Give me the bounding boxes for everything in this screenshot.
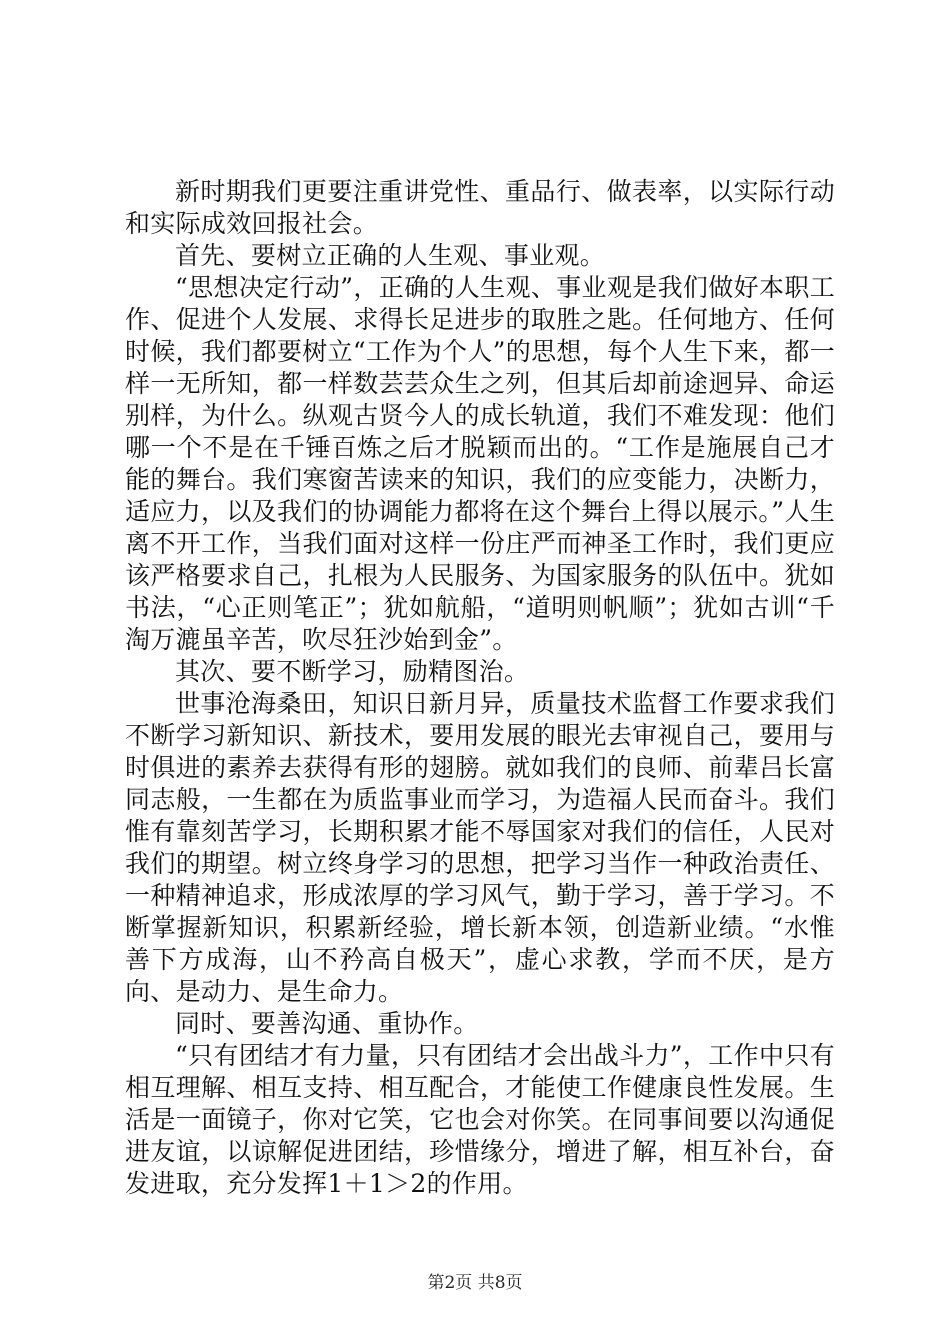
paragraph: 世事沧海桑田，知识日新月异，质量技术监督工作要求我们不断学习新知识、新技术，要用发展的眼光去审视自己，要用与时俱进的素养去获得有形的翅膀。就如我们的良师、前辈吕长富同志般，一生都在为质监事业而学习，为造福人民而奋斗。我们惟有靠刻苦学习，长期积累才能不辱国家对我们的信任，人民对我们的期望。树立终身学习的思想，把学习当作一种政治责任、一种精神追求，形成浓厚的学习风气，勤于学习，善于学习。不断掌握新知识，积累新经验，增长新本领，创造新业绩。“水惟善下方成海，山不矜高自极天”，虚心求教，学而不厌，是方向、是动力、是生命力。	[125, 689, 835, 1006]
paragraph: 首先、要树立正确的人生观、事业观。	[175, 241, 606, 270]
paragraph: 新时期我们更要注重讲党性、重品行、做表率，以实际行动和实际成效回报社会。	[125, 177, 835, 238]
paragraph: “只有团结才有力量，只有团结才会出战斗力”，工作中只有相互理解、相互支持、相互配合，才能使工作健康良性发展。生活是一面镜子，你对它笑，它也会对你笑。在同事间要以沟通促进友谊，以谅解促进团结，珍惜缘分，增进了解，相互补台，奋发进取，充分发挥1＋1＞2的作用。	[125, 1041, 835, 1198]
paragraph: “思想决定行动”，正确的人生观、事业观是我们做好本职工作、促进个人发展、求得长足进步的取胜之匙。任何地方、任何时候，我们都要树立“工作为个人”的思想，每个人生下来，都一样一无所知，都一样数芸芸众生之列，但其后却前途迥异、命运别样，为什么。纵观古贤今人的成长轨道，我们不难发现：他们哪一个不是在千锤百炼之后才脱颖而出的。“工作是施展自己才能的舞台。我们寒窗苦读来的知识，我们的应变能力，决断力，适应力，以及我们的协调能力都将在这个舞台上得以展示。”人生离不开工作，当我们面对这样一份庄严而神圣工作时，我们更应该严格要求自己，扎根为人民服务、为国家服务的队伍中。犹如书法，“心正则笔正”；犹如航船，“道明则帆顺”；犹如古训“千淘万漉虽辛苦，吹尽狂沙始到金”。	[125, 273, 835, 654]
page-footer: 第2页 共8页	[427, 1273, 523, 1293]
paragraph: 同时、要善沟通、重协作。	[175, 1009, 479, 1038]
document-body	[125, 176, 835, 1200]
paragraph: 其次、要不断学习，励精图治。	[175, 657, 530, 686]
